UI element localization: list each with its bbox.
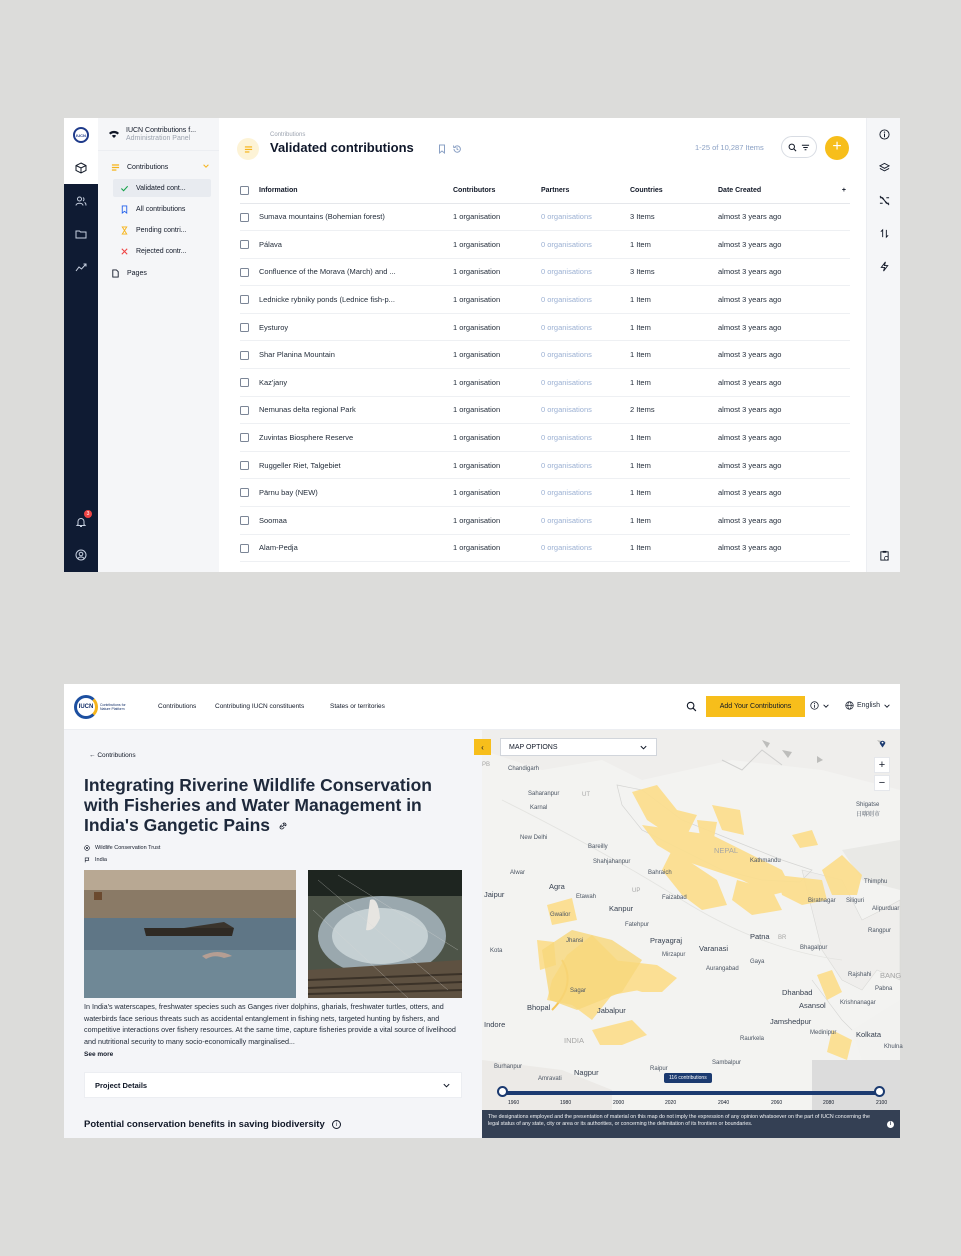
link-icon[interactable] (270, 815, 288, 835)
info-icon[interactable]: i (887, 1121, 894, 1128)
map-label: Prayagraj (650, 936, 683, 945)
app-name: IUCN Contributions f... (126, 126, 197, 134)
nav-validated-label: Validated cont... (136, 184, 186, 192)
map-label: BR (778, 935, 787, 941)
map-label: Dhanbad (782, 988, 813, 997)
cell-date-created: almost 3 years ago (718, 286, 828, 314)
map-options-label: MAP OPTIONS (509, 743, 558, 751)
map-label: Agra (549, 882, 565, 891)
cell-spacer (828, 258, 850, 286)
timeline-year: 2100 (876, 1100, 888, 1106)
map-label: Gaya (750, 959, 765, 965)
map-label: Karnal (530, 805, 548, 811)
sort-arrows-icon[interactable] (877, 226, 891, 240)
cell-information: Sumava mountains (Bohemian forest) (259, 203, 453, 231)
collapse-panel-button[interactable] (474, 739, 491, 755)
add-button[interactable]: + (825, 136, 849, 160)
cell-partners: 0 organisations (541, 313, 630, 341)
project-details-accordion[interactable] (84, 1072, 462, 1098)
nav-rejected[interactable] (119, 246, 187, 256)
cell-date-created: almost 3 years ago (718, 507, 828, 535)
disclaimer-text: The designations employed and the presentation of material on this map do not imply the expression of any opinion whatsoever on the part of IUCN concerning the legal status of any state, city or area or its authorities, or concerning the delimitation of its frontiers or boundaries. (488, 1114, 870, 1127)
cell-partners: 0 organisations (541, 258, 630, 286)
table-row[interactable] (240, 203, 850, 231)
cell-select (240, 286, 259, 314)
cell-partners: 0 organisations (541, 231, 630, 259)
nav-contributions[interactable] (110, 162, 210, 172)
back-link-label: Contributions (97, 752, 136, 759)
row-checkbox[interactable] (240, 433, 249, 442)
chevron-down-icon (639, 743, 648, 752)
map-label: Sambalpur (712, 1060, 742, 1066)
map-options-dropdown[interactable] (500, 738, 657, 756)
page-title: Validated contributions (270, 140, 414, 155)
cell-information: Pálava (259, 231, 453, 259)
logo-subtitle: Contributions for Nature Platform (100, 703, 126, 711)
cell-select (240, 203, 259, 231)
map-label: Krishnanagar (840, 1000, 876, 1006)
see-more-link[interactable]: See more (84, 1051, 114, 1058)
cell-date-created: almost 3 years ago (718, 396, 828, 424)
cell-countries: 3 Items (630, 203, 718, 231)
row-checkbox[interactable] (240, 378, 249, 387)
fishing-net-photo[interactable] (308, 870, 462, 998)
app-switcher[interactable] (98, 118, 219, 151)
cell-select (240, 507, 259, 535)
chevron-down-icon (822, 702, 830, 710)
accordion-label: Project Details (95, 1080, 148, 1090)
flag-icon (84, 857, 90, 863)
back-link[interactable] (89, 752, 136, 759)
nav-rejected-label: Rejected contr... (136, 247, 187, 255)
map-label: Bhagalpur (800, 945, 828, 951)
organisation-row (84, 845, 160, 851)
country-name: India (95, 857, 107, 863)
cell-spacer (828, 396, 850, 424)
map-label: Kolkata (856, 1030, 882, 1039)
map-label: Alipurduar (872, 906, 900, 912)
map-label: Burhanpur (494, 1064, 523, 1070)
right-toolbar (866, 118, 900, 572)
table-row[interactable] (240, 451, 850, 479)
cell-partners: 0 organisations (541, 424, 630, 452)
map-label: Jabalpur (597, 1006, 626, 1015)
cell-countries: 3 Items (630, 258, 718, 286)
breadcrumb[interactable]: Contributions (270, 132, 306, 138)
cell-spacer (828, 369, 850, 397)
row-checkbox[interactable] (240, 295, 249, 304)
cell-select (240, 424, 259, 452)
map-label: Shahjahanpur (593, 859, 631, 865)
cell-countries: 2 Items (630, 396, 718, 424)
cell-countries: 1 Item (630, 424, 718, 452)
cell-information: Eysturoy (259, 313, 453, 341)
table-row[interactable] (240, 424, 850, 452)
select-all-checkbox[interactable] (240, 186, 249, 195)
map-label: Sagar (570, 988, 587, 994)
map-label: Kota (490, 948, 503, 954)
cell-information: Nemunas delta regional Park (259, 396, 453, 424)
cell-partners: 0 organisations (541, 203, 630, 231)
cell-date-created: almost 3 years ago (718, 369, 828, 397)
cell-date-created: almost 3 years ago (718, 231, 828, 259)
benefits-heading-text: Potential conservation benefits in saving biodiversity (84, 1119, 325, 1130)
add-contributions-button[interactable]: Add Your Contributions (706, 696, 805, 717)
page-icon (110, 268, 120, 278)
map-label: Bareilly (588, 844, 608, 850)
shuffle-off-icon[interactable] (877, 193, 891, 207)
timeline-end-handle[interactable] (874, 1086, 885, 1097)
zoom-in-button[interactable]: + (874, 757, 890, 773)
iucn-logo: IUCN (64, 118, 98, 152)
row-checkbox[interactable] (240, 268, 249, 277)
row-checkbox[interactable] (240, 240, 249, 249)
cell-information: Kaz'jany (259, 369, 453, 397)
history-icon[interactable] (451, 143, 462, 154)
map-label: Saharanpur (528, 791, 560, 797)
cell-date-created: almost 3 years ago (718, 451, 828, 479)
table-row[interactable] (240, 396, 850, 424)
nav-all[interactable] (119, 204, 185, 214)
column-header[interactable]: Contributors (453, 178, 541, 203)
nav-link-states[interactable]: States or territories (330, 703, 385, 710)
nav-pages-label: Pages (127, 269, 147, 277)
map-label: Rajshahi (848, 972, 872, 978)
folder-icon[interactable] (74, 227, 88, 241)
table-row[interactable] (240, 313, 850, 341)
location-pin-icon[interactable] (874, 738, 890, 754)
cell-information: Lednicke rybniky ponds (Lednice fish-p... (259, 286, 453, 314)
row-checkbox[interactable] (240, 323, 249, 332)
icon-rail (64, 118, 98, 572)
cell-select (240, 258, 259, 286)
nav-all-label: All contributions (136, 205, 186, 213)
map-label: Faizabad (662, 895, 687, 901)
map-label: Bahraich (648, 870, 672, 876)
hourglass-icon (119, 225, 129, 235)
admin-panel-screenshot (64, 118, 900, 572)
cell-contributors: 1 organisation (453, 369, 541, 397)
dolphin-photo[interactable] (84, 870, 296, 998)
map-label: Mirzapur (662, 952, 686, 958)
cell-spacer (828, 313, 850, 341)
row-checkbox[interactable] (240, 351, 249, 360)
timeline-track[interactable] (502, 1091, 880, 1095)
info-icon[interactable]: i (332, 1120, 341, 1129)
timeline-year: 1980 (560, 1100, 572, 1106)
language-selector[interactable] (845, 701, 891, 710)
map-label: Jaipur (484, 890, 505, 899)
timeline-year: 2020 (665, 1100, 677, 1106)
cell-partners: 0 organisations (541, 534, 630, 562)
column-header[interactable]: Countries (630, 178, 718, 203)
cell-spacer (828, 286, 850, 314)
list-icon (110, 162, 120, 172)
map-label: Etawah (576, 894, 597, 900)
cell-spacer (828, 479, 850, 507)
cell-countries: 1 Item (630, 479, 718, 507)
globe-icon (845, 701, 854, 710)
contributions-table (240, 178, 850, 562)
nav-contributions-label: Contributions (127, 163, 169, 171)
map-label: Bhopal (527, 1003, 551, 1012)
contributions-map[interactable] (481, 730, 903, 1138)
timeline-year: 2060 (771, 1100, 783, 1106)
map-label: Nagpur (574, 1068, 599, 1077)
map-label: Asansol (799, 1001, 826, 1010)
project-description: In India's waterscapes, freshwater species such as Ganges river dolphins, gharials, freshwater turtles, otters, and waterbirds face serious threats such as accidental entanglement in fishing nets, targeted hunting by fishers, and competitive interactions over fishery resources. At the same time, capture fisheries provide a vital source of livelihood and nutritional security to many socio-economically marginalised... (84, 1002, 456, 1046)
map-label: Gwalior (550, 912, 571, 918)
map-label: Jhansi (566, 938, 584, 944)
map-label: Kanpur (609, 904, 634, 913)
nav-pages[interactable] (110, 268, 147, 278)
map-label: 日喀则市 (856, 812, 881, 818)
search-icon[interactable] (788, 143, 797, 152)
contribution-detail-screenshot (64, 684, 903, 1138)
cell-date-created: almost 3 years ago (718, 341, 828, 369)
cell-contributors: 1 organisation (453, 534, 541, 562)
map-label: Varanasi (699, 944, 729, 953)
app-subtitle: Administration Panel (126, 134, 191, 142)
cell-countries: 1 Item (630, 286, 718, 314)
cell-spacer (828, 203, 850, 231)
contribution-details (64, 730, 482, 1138)
cell-countries: 1 Item (630, 451, 718, 479)
cell-spacer (828, 507, 850, 535)
notification-count: 3 (84, 510, 92, 518)
timeline-year: 2040 (718, 1100, 730, 1106)
cell-select (240, 369, 259, 397)
row-checkbox[interactable] (240, 406, 249, 415)
list-title-icon (237, 138, 259, 160)
cell-spacer (828, 341, 850, 369)
clipboard-icon[interactable] (877, 548, 891, 562)
cell-date-created: almost 3 years ago (718, 534, 828, 562)
chevron-down-icon (202, 162, 210, 172)
cell-select (240, 479, 259, 507)
zoom-out-button[interactable]: − (874, 775, 890, 791)
map-label: Biratnagar (808, 898, 836, 904)
cell-countries: 1 Item (630, 231, 718, 259)
map-label: Jamshedpur (770, 1017, 812, 1026)
logo-wordmark: IUCN (74, 695, 98, 719)
timeline-year: 2080 (823, 1100, 835, 1106)
table-row[interactable] (240, 258, 850, 286)
cell-partners: 0 organisations (541, 479, 630, 507)
filter-icon[interactable] (801, 143, 810, 152)
map-label: Raipur (650, 1066, 668, 1072)
table-row[interactable] (240, 341, 850, 369)
nav-pending-label: Pending contri... (136, 226, 187, 234)
chevron-left-icon: ‹ (481, 742, 484, 752)
cell-spacer (828, 451, 850, 479)
map-label: BANG (880, 971, 902, 980)
x-icon (119, 246, 129, 256)
map-label: Pabna (875, 986, 893, 992)
table-row[interactable] (240, 534, 850, 562)
info-menu[interactable] (810, 701, 830, 710)
check-icon (119, 183, 129, 193)
map-label: UT (582, 792, 590, 798)
cell-date-created: almost 3 years ago (718, 313, 828, 341)
row-checkbox[interactable] (240, 516, 249, 525)
add-column-button[interactable]: + (828, 178, 850, 203)
admin-sidebar (98, 118, 219, 572)
map-label: NEPAL (714, 846, 739, 855)
cell-information: Confluence of the Morava (March) and ... (259, 258, 453, 286)
table-row[interactable] (240, 231, 850, 259)
map-label: Medinipur (810, 1030, 837, 1036)
map-label: Patna (750, 932, 770, 941)
cell-countries: 1 Item (630, 313, 718, 341)
nav-pending[interactable] (119, 225, 187, 235)
search-icon[interactable] (686, 701, 697, 712)
chevron-down-icon (883, 702, 891, 710)
language-label: English (857, 702, 880, 709)
bookmark-icon (119, 204, 129, 214)
project-title (84, 775, 444, 835)
cell-countries: 1 Item (630, 341, 718, 369)
cell-spacer (828, 424, 850, 452)
cell-select (240, 396, 259, 424)
cell-partners: 0 organisations (541, 451, 630, 479)
cell-countries: 1 Item (630, 507, 718, 535)
contributions-count-badge: 116 contributions (664, 1073, 712, 1083)
cell-select (240, 341, 259, 369)
cell-select (240, 231, 259, 259)
map-label: Indore (484, 1020, 506, 1029)
table-row[interactable] (240, 507, 850, 535)
map-label: Shigatse (856, 802, 880, 808)
verified-icon (84, 845, 90, 851)
row-checkbox[interactable] (240, 488, 249, 497)
map-label: Alwar (510, 870, 526, 876)
map-label: Chandigarh (508, 766, 540, 772)
map-label: Thimphu (864, 879, 888, 885)
iucn-logo[interactable] (74, 695, 126, 719)
nav-link-constituents[interactable]: Contributing IUCN constituents (215, 703, 305, 710)
cell-contributors: 1 organisation (453, 258, 541, 286)
cell-contributors: 1 organisation (453, 451, 541, 479)
cell-partners: 0 organisations (541, 507, 630, 535)
cell-date-created: almost 3 years ago (718, 203, 828, 231)
cell-contributors: 1 organisation (453, 231, 541, 259)
map-label: PB (482, 762, 491, 768)
map-label: Siliguri (846, 898, 865, 904)
column-header[interactable]: Date Created (718, 178, 828, 203)
map-label: Raurkela (740, 1036, 765, 1042)
bookmark-icon[interactable] (436, 143, 447, 154)
arrow-left-icon: ← (89, 752, 98, 759)
map-label: Rangpur (868, 928, 892, 934)
cell-date-created: almost 3 years ago (718, 424, 828, 452)
search-filter-control[interactable] (781, 136, 817, 158)
cell-countries: 1 Item (630, 369, 718, 397)
nav-link-contributions[interactable]: Contributions (158, 703, 197, 710)
cell-information: Soomaa (259, 507, 453, 535)
cell-countries: 1 Item (630, 534, 718, 562)
benefits-heading (84, 1119, 341, 1130)
map-label: New Delhi (520, 835, 548, 841)
table-row[interactable] (240, 479, 850, 507)
map-label: Khulna (884, 1044, 903, 1050)
cell-date-created: almost 3 years ago (718, 258, 828, 286)
cell-partners: 0 organisations (541, 396, 630, 424)
cell-spacer (828, 231, 850, 259)
project-title-text: Integrating Riverine Wildlife Conservation with Fisheries and Water Management in India's Gangetic Pains (84, 775, 432, 835)
cell-contributors: 1 organisation (453, 341, 541, 369)
table-header-row (240, 178, 850, 203)
cell-contributors: 1 organisation (453, 313, 541, 341)
row-checkbox[interactable] (240, 461, 249, 470)
info-icon[interactable] (877, 127, 891, 141)
row-checkbox[interactable] (240, 213, 249, 222)
cell-contributors: 1 organisation (453, 203, 541, 231)
cell-information: Ruggeller Riet, Talgebiet (259, 451, 453, 479)
wifi-brand-icon (108, 128, 120, 140)
timeline-year: 2000 (613, 1100, 625, 1106)
cell-information: Shar Planina Mountain (259, 341, 453, 369)
cell-information: Zuvintas Biosphere Reserve (259, 424, 453, 452)
site-header (64, 684, 900, 730)
map-label: Amravati (538, 1076, 562, 1082)
column-header[interactable]: Partners (541, 178, 630, 203)
cell-select (240, 313, 259, 341)
cell-partners: 0 organisations (541, 286, 630, 314)
cell-contributors: 1 organisation (453, 286, 541, 314)
cell-information: Pärnu bay (NEW) (259, 479, 453, 507)
cell-date-created: almost 3 years ago (718, 479, 828, 507)
map-label: UP (632, 888, 641, 894)
item-count: 1-25 of 10,287 Items (695, 143, 764, 152)
cell-contributors: 1 organisation (453, 424, 541, 452)
table-row[interactable] (240, 369, 850, 397)
admin-main (219, 118, 866, 572)
organisation-name: Wildlife Conservation Trust (95, 845, 161, 851)
layers-icon[interactable] (877, 160, 891, 174)
chevron-down-icon (442, 1081, 451, 1090)
cell-contributors: 1 organisation (453, 507, 541, 535)
cube-icon[interactable] (74, 161, 88, 175)
map-label: Fatehpur (625, 922, 650, 928)
timeline-start-handle[interactable] (497, 1086, 508, 1097)
cell-contributors: 1 organisation (453, 396, 541, 424)
cell-spacer (828, 534, 850, 562)
row-checkbox[interactable] (240, 544, 249, 553)
nav-validated[interactable] (119, 183, 186, 193)
map-label: INDIA (564, 1036, 585, 1045)
country-row (84, 857, 107, 863)
map-label: Kathmandu (750, 858, 781, 864)
users-icon[interactable] (74, 194, 88, 208)
account-icon[interactable] (74, 548, 88, 562)
cell-select (240, 534, 259, 562)
cell-partners: 0 organisations (541, 341, 630, 369)
table-row[interactable] (240, 286, 850, 314)
timeline-year: 1960 (508, 1100, 520, 1106)
cell-contributors: 1 organisation (453, 479, 541, 507)
cell-partners: 0 organisations (541, 369, 630, 397)
analytics-icon[interactable] (74, 260, 88, 274)
cell-information: Alam-Pedja (259, 534, 453, 562)
column-header[interactable]: Information (259, 178, 453, 203)
cell-select (240, 451, 259, 479)
map-label: Aurangabad (706, 966, 739, 972)
lightning-icon[interactable] (877, 259, 891, 273)
map-disclaimer (482, 1110, 900, 1138)
info-icon (810, 701, 819, 710)
